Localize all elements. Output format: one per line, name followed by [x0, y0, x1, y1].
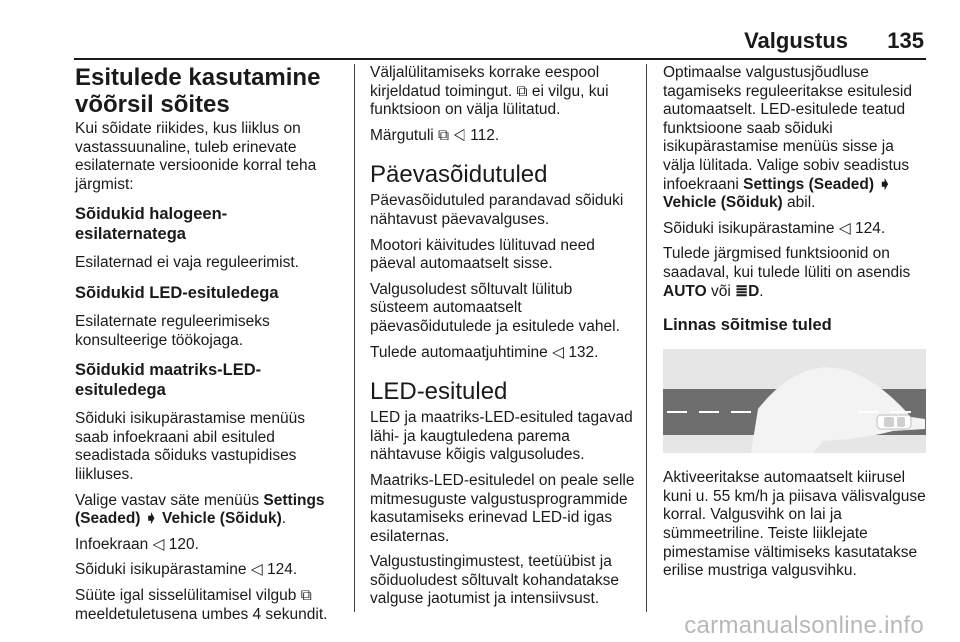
- cross-reference: Märgutuli ⧉ ◁ 112.: [370, 126, 500, 144]
- subheading: Sõidukid LED-esituledega: [75, 283, 279, 302]
- header-rule: [74, 58, 926, 60]
- subheading: Sõidukid halogeen-esilaternatega: [75, 205, 228, 244]
- cross-reference: Tulede automaatjuhtimine ◁ 132.: [370, 343, 599, 361]
- column-1: [75, 64, 337, 631]
- car-icon: [877, 415, 911, 429]
- paragraph: Esilaternad ei vaja reguleerimist.: [75, 254, 299, 272]
- subheading: Linnas sõitmise tuled: [663, 316, 832, 335]
- paragraph: Maatriks-LED-esituledel on peale selle mitmesuguste valgustusprogrammide kasutamiseks erinevad LED-id igas esilaternas.: [370, 471, 635, 545]
- text: Tulede järgmised funktsioonid on saadaval, kui tulede lüliti on asendis: [663, 245, 911, 281]
- auto-label: AUTO: [663, 282, 707, 300]
- section-title: Valgustus: [744, 28, 848, 53]
- column-divider: [646, 64, 647, 612]
- paragraph: Valgustustingimustest, teetüübist ja sõiduoludest sõltuvalt kohandatakse valguse jaotumist ja intensiivsust.: [370, 553, 620, 608]
- cross-reference: Infoekraan ◁ 120.: [75, 535, 199, 553]
- paragraph: Kui sõidate riikides, kus liiklus on vastassuunaline, tuleb erinevate esilaternate versioonide korral teha järgmist:: [75, 120, 317, 193]
- menu-path: Settings (Seaded) ➧ Vehicle (Sõiduk): [663, 175, 892, 212]
- low-beam-icon: ≣D: [735, 282, 760, 300]
- city-light-illustration: [663, 349, 926, 453]
- paragraph: Mootori käivitudes lülituvad need päeval automaatselt sisse.: [370, 236, 595, 273]
- column-3: [663, 64, 928, 588]
- subheading: Sõidukid maatriks-LED-esituledega: [75, 361, 262, 400]
- paragraph: LED ja maatriks-LED-esituled tagavad lähi- ja kaugtuledena parema nähtavuse kõigis valgusoludes.: [370, 409, 633, 464]
- paragraph: Aktiveeritakse automaatselt kiirusel kuni u. 55 km/h ja piisava välisvalguse korral. Valgusvihk on lai ja sümmeetriline. Teiste liiklejate pimestamise vältimiseks kasutatakse erilise mustriga valgusvihku.: [663, 469, 926, 580]
- paragraph: [663, 64, 928, 213]
- paragraph: Süüte igal sisselülitamisel vilgub ⧉ meeldetuletusena umbes 4 sekundit.: [75, 586, 328, 623]
- text: .: [759, 282, 764, 300]
- cross-reference: Sõiduki isikupärastamine ◁ 124.: [75, 561, 298, 579]
- column-divider: [354, 64, 355, 612]
- menu-path: Settings (Seaded) ➧ Vehicle (Sõiduk): [75, 491, 325, 528]
- text: Valige vastav säte menüüs: [75, 491, 264, 509]
- text: .: [281, 510, 287, 528]
- section-heading: LED-esituled: [370, 378, 508, 406]
- watermark: carmanualsonline.info: [684, 612, 924, 639]
- text: abil.: [782, 194, 816, 212]
- paragraph: Valgusoludest sõltuvalt lülitub süsteem automaatselt päevasõidutulede ja esitulede vahel.: [370, 280, 620, 335]
- section-heading: Esitulede kasutamine võõrsil sõites: [75, 64, 321, 118]
- paragraph: Väljalülitamiseks korrake eespool kirjeldatud toimingut. ⧉ ei vilgu, kui funktsioon on välja lülitatud.: [370, 64, 609, 119]
- column-2: [370, 64, 635, 616]
- paragraph: Sõiduki isikupärastamise menüüs saab infoekraani abil esituled seadistada sõiduks vastupidises liikluses.: [75, 410, 306, 483]
- city-light-diagram: [663, 349, 926, 453]
- text: Optimaalse valgustusjõudluse tagamiseks reguleeritakse esitulesid automaatselt. LED-esitulede teatud funktsioone saab sõiduki isikupärastamise menüüs sisse ja välja lülitada. Valige sobiv seadistus infoekraani: [663, 64, 912, 193]
- cross-reference: Sõiduki isikupärastamine ◁ 124.: [663, 219, 886, 237]
- paragraph: [663, 245, 928, 301]
- section-heading: Päevasõidutuled: [370, 161, 548, 189]
- paragraph: Päevasõidutuled parandavad sõiduki nähtavust päevavalguses.: [370, 192, 624, 228]
- page-number: 135: [887, 28, 924, 53]
- paragraph: Esilaternate reguleerimiseks konsulteerige töökojaga.: [75, 312, 270, 349]
- running-header: [0, 24, 960, 58]
- text: või: [706, 282, 736, 300]
- paragraph: [75, 492, 337, 529]
